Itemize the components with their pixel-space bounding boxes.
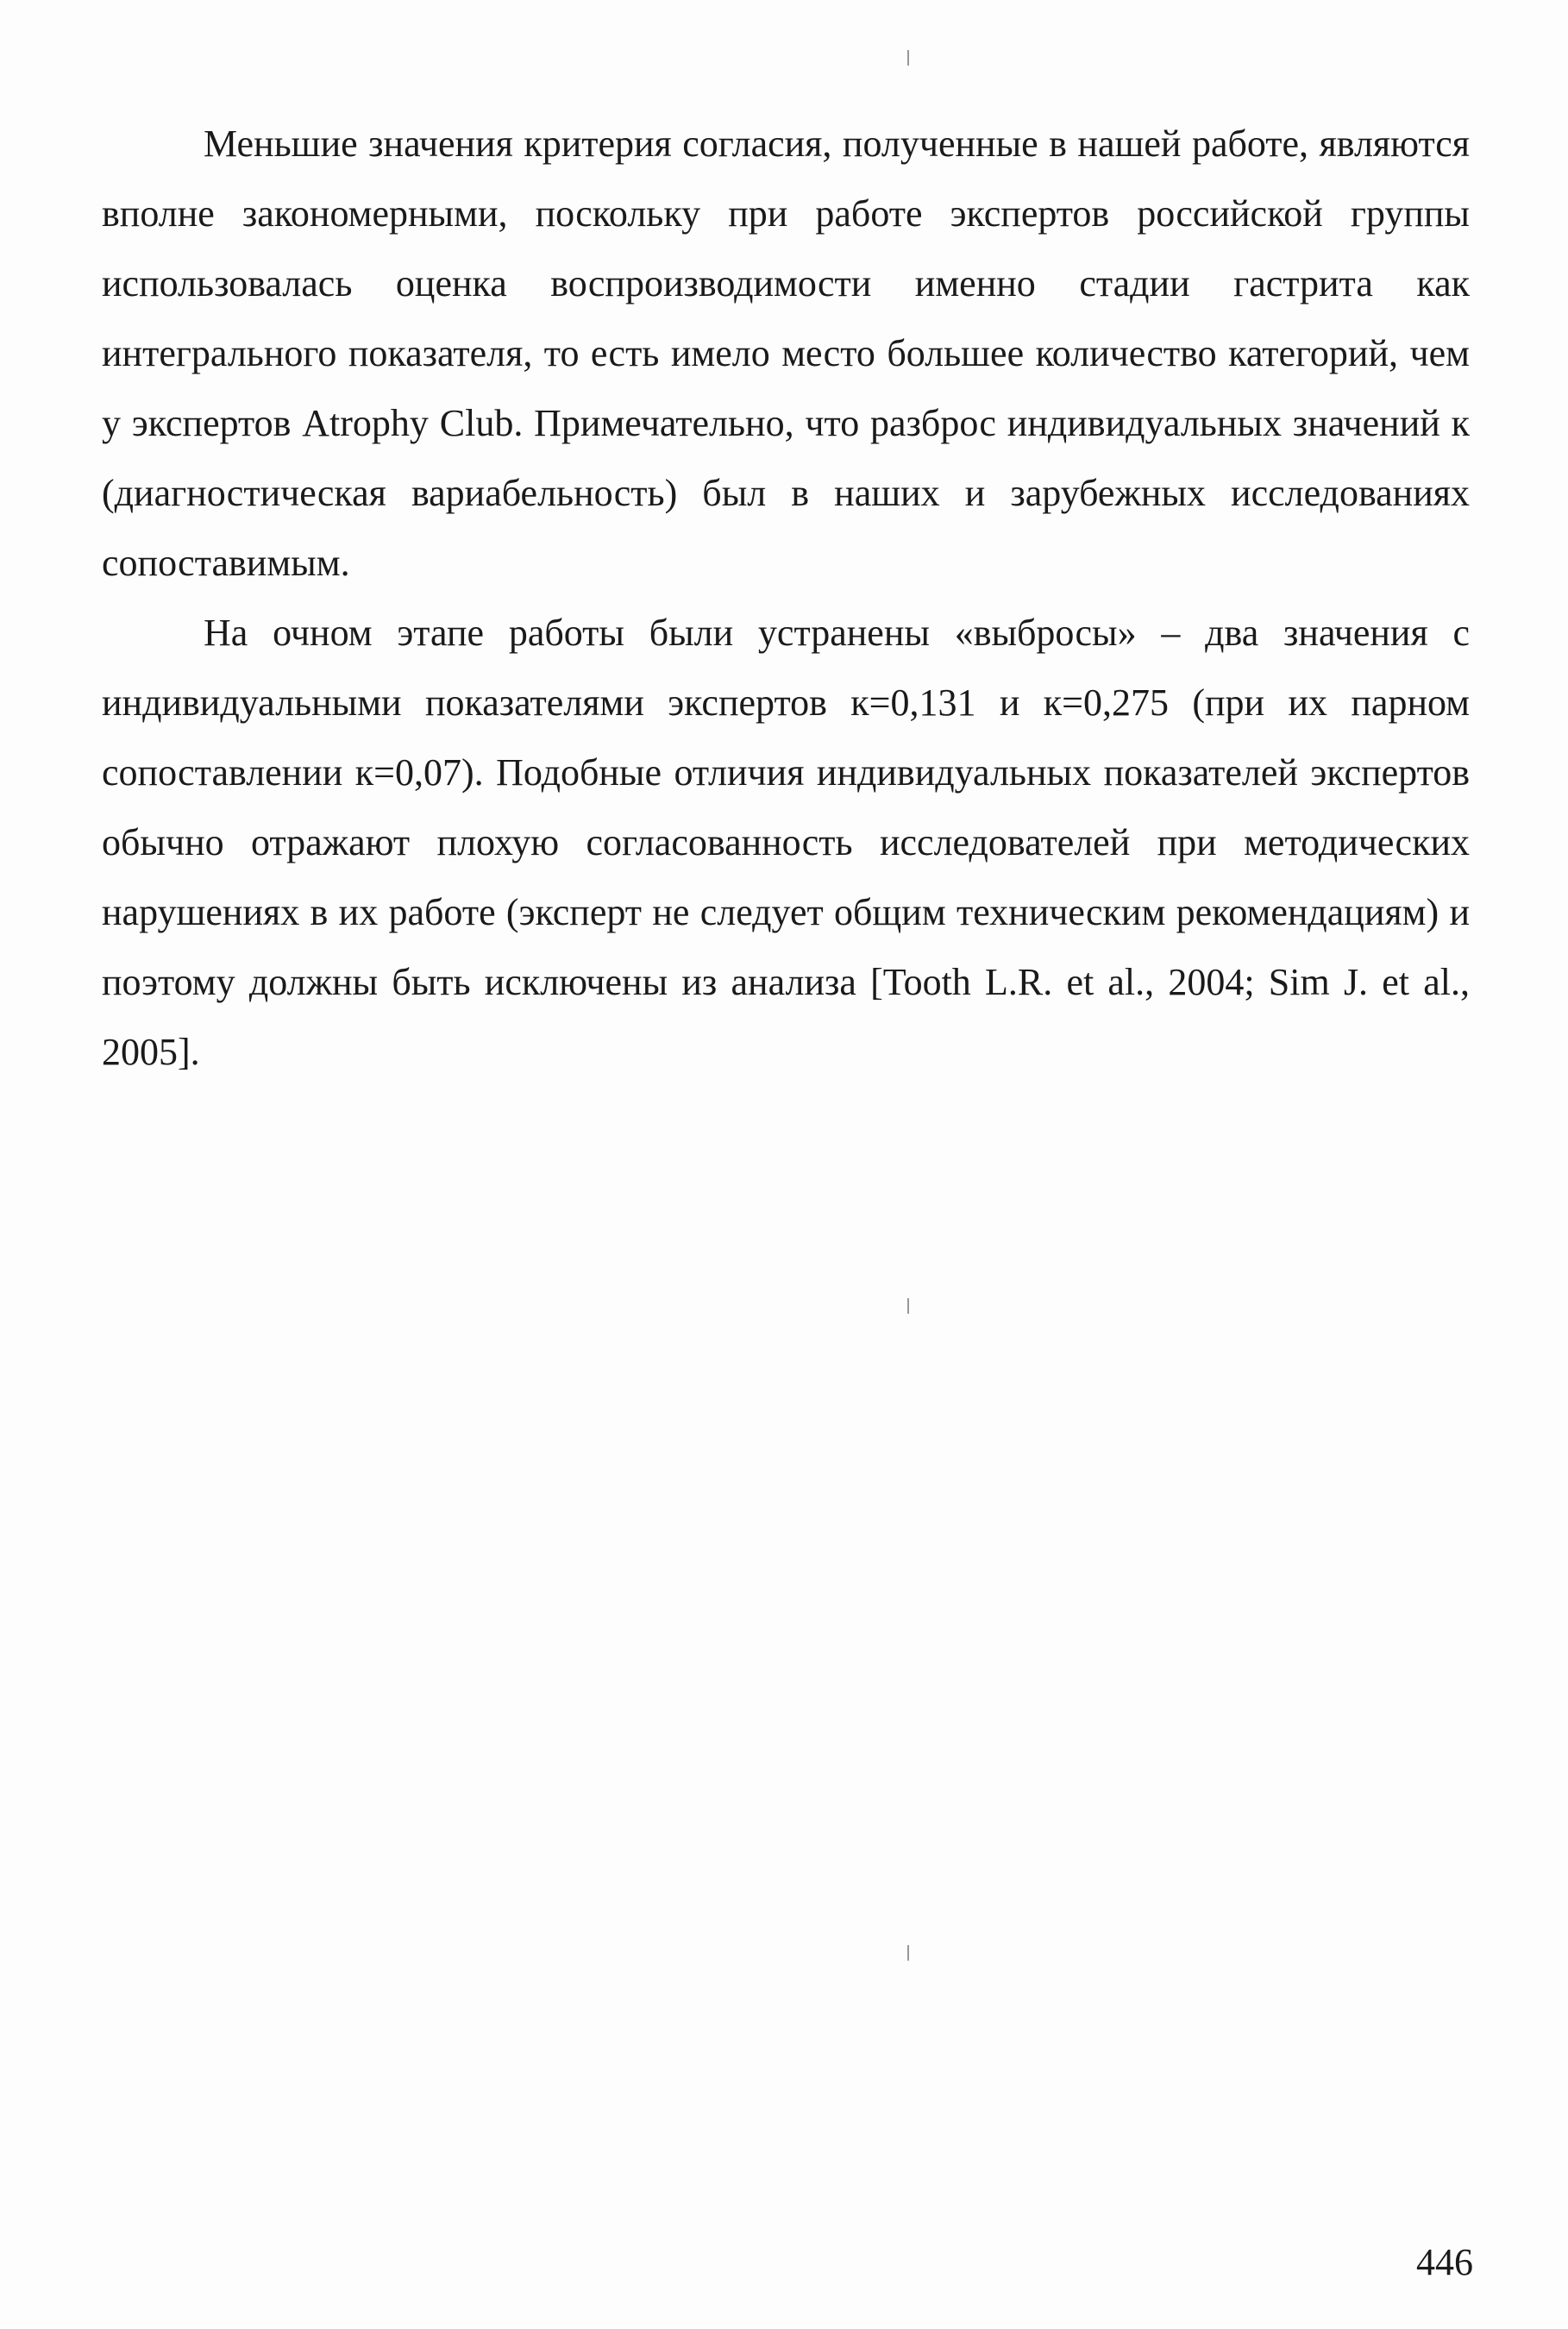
scan-mark <box>907 1945 909 1961</box>
body-text <box>102 109 1470 1087</box>
scan-mark <box>907 1298 909 1314</box>
paragraph: На очном этапе работы были устранены «выбросы» – два значения с индивидуальными показателями экспертов к=0,131 и к=0,275 (при их парном сопоставлении к=0,07). Подобные отличия индивидуальных показателей экспертов обычно отражают плохую согласованность исследователей при методических нарушениях в их работе (эксперт не следует общим техническим рекомендациям) и поэтому должны быть исключены из анализа [Tooth L.R. et al., 2004; Sim J. et al., 2005]. <box>102 612 1470 1073</box>
scan-mark <box>907 50 909 66</box>
page-number: 446 <box>1416 2241 1473 2283</box>
paragraph: Меньшие значения критерия согласия, полученные в нашей работе, являются вполне закономерными, поскольку при работе экспертов российской группы использовалась оценка воспроизводимости именно стадии гастрита как интегрального показателя, то есть имело место большее количество категорий, чем у экспертов Atrophy Club. Примечательно, что разброс индивидуальных значений к (диагностическая вариабельность) был в наших и зарубежных исследованиях сопоставимым. <box>102 122 1470 584</box>
